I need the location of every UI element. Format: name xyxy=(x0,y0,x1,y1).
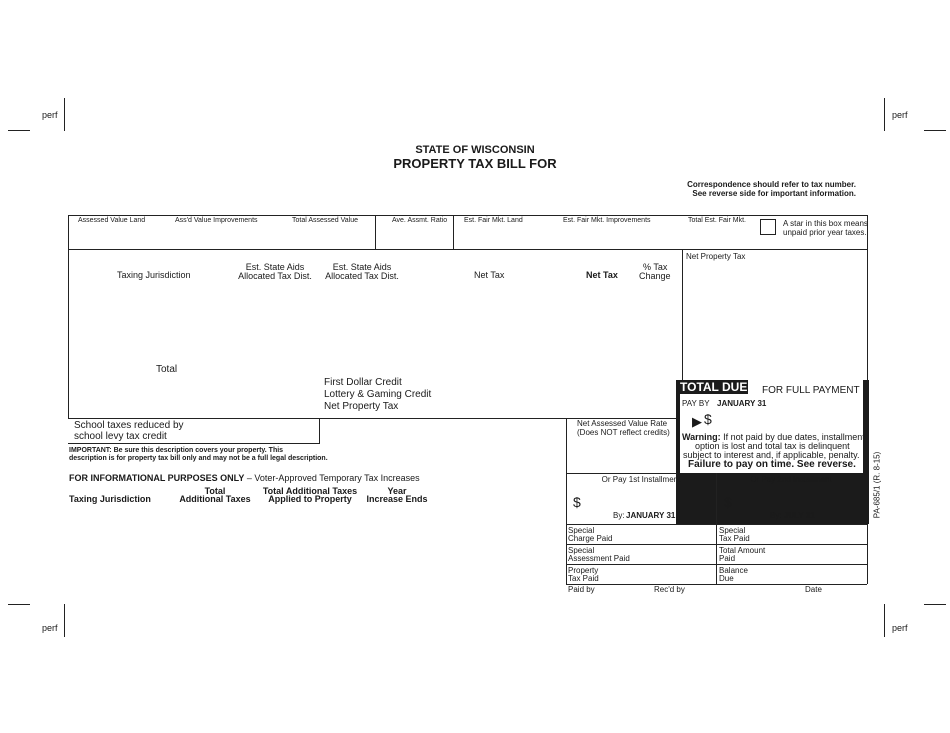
assessed-land-label: Assessed Value Land xyxy=(78,217,146,224)
special-charge-line2: Charge Paid xyxy=(568,534,613,543)
est-fair-improvements-label: Est. Fair Mkt. Improvements xyxy=(563,217,651,224)
est-aids-2-line1: Est. State Aids xyxy=(332,262,392,272)
crop-mark xyxy=(884,604,885,637)
net-tax-header-2: Net Tax xyxy=(586,270,618,280)
first-installment-date: JANUARY 31 xyxy=(626,511,676,520)
pct-change-line1: % Tax xyxy=(643,262,668,272)
grid-line xyxy=(566,544,867,545)
first-by-label: By: xyxy=(613,511,625,520)
pay-by-date: JANUARY 31 xyxy=(717,399,767,408)
net-rate-line1: Net Assessed Value Rate xyxy=(577,419,668,428)
page-title: PROPERTY TAX BILL FOR xyxy=(393,156,557,171)
for-full-payment-label: FOR FULL PAYMENT xyxy=(762,385,860,396)
correspondence-note: Correspondence should refer to tax number. xyxy=(687,180,856,189)
special-tax-line2: Tax Paid xyxy=(719,534,750,543)
star-note-line2: unpaid prior year taxes. xyxy=(783,228,867,237)
net-tax-header-1: Net Tax xyxy=(474,270,505,280)
play-triangle-icon: ▶ xyxy=(692,414,702,429)
grid-line xyxy=(68,215,69,418)
warning-label: Warning: xyxy=(682,432,721,442)
info-title xyxy=(69,473,420,483)
info-col-year-1: Year xyxy=(387,486,407,496)
grid-line xyxy=(566,564,867,565)
info-col-jurisdiction: Taxing Jurisdiction xyxy=(69,494,151,504)
perf-label-tr: perf xyxy=(892,110,908,120)
perf-label-tl: perf xyxy=(42,110,58,120)
info-col-applied-1: Total Additional Taxes xyxy=(262,486,358,496)
failure-to-pay: Failure to pay on time. See reverse. xyxy=(688,459,856,470)
total-due-dollar: $ xyxy=(704,411,712,427)
grid-line xyxy=(375,215,376,249)
reverse-side-note: See reverse side for important information. xyxy=(692,189,856,198)
recd-by-label: Rec'd by xyxy=(654,585,685,594)
important-note-line2: description is for property tax bill only and may not be a full legal description. xyxy=(69,455,328,462)
grid-line xyxy=(682,249,683,380)
est-fair-land-label: Est. Fair Mkt. Land xyxy=(464,217,523,224)
grid-line xyxy=(867,215,868,380)
grid-line xyxy=(68,249,868,250)
first-installment-dollar: $ xyxy=(573,494,581,510)
total-amount-line1: Total Amount xyxy=(719,546,766,555)
school-taxes-line2: school levy tax credit xyxy=(74,431,167,442)
perf-label-bl: perf xyxy=(42,623,58,633)
grid-line xyxy=(68,215,868,216)
net-property-tax-header: Net Property Tax xyxy=(686,252,746,261)
balance-due-line2: Due xyxy=(719,574,734,583)
date-label: Date xyxy=(805,585,822,594)
property-tax-line2: Tax Paid xyxy=(568,574,599,583)
prior-year-star-checkbox[interactable] xyxy=(760,219,776,235)
warning-line2: option is lost and total tax is delinquent xyxy=(695,441,850,451)
state-heading: STATE OF WISCONSIN xyxy=(415,144,535,156)
lottery-gaming-credit-label: Lottery & Gaming Credit xyxy=(324,389,432,400)
pct-change-line2: Change xyxy=(639,271,671,281)
balance-due-line1: Balance xyxy=(719,566,748,575)
grid-line xyxy=(566,473,567,584)
est-aids-1-line1: Est. State Aids xyxy=(245,262,305,272)
net-rate-line2: (Does NOT reflect credits) xyxy=(577,428,670,437)
total-due-label: TOTAL DUE xyxy=(680,380,748,394)
info-col-total-1: Total xyxy=(204,486,226,496)
total-label: Total xyxy=(156,364,178,375)
special-assessment-line1: Special xyxy=(568,546,595,555)
grid-line xyxy=(716,473,717,584)
second-installment-label: Or Pay 2nd Installment xyxy=(750,475,832,484)
form-id: PA-685/1 (R. 8-15) xyxy=(872,451,882,519)
net-property-tax-line: Net Property Tax xyxy=(324,401,399,412)
est-aids-2-line2: Allocated Tax Dist. xyxy=(325,271,399,281)
perf-label-br: perf xyxy=(892,623,908,633)
grid-line xyxy=(566,473,677,474)
crop-mark xyxy=(884,98,885,131)
second-by-label: By: xyxy=(770,511,782,520)
crop-mark xyxy=(8,604,30,605)
first-dollar-credit-label: First Dollar Credit xyxy=(324,377,402,388)
grid-line xyxy=(867,524,868,584)
assd-improvements-label: Ass'd Value Improvements xyxy=(175,217,258,224)
grid-line xyxy=(453,215,454,249)
property-tax-line1: Property xyxy=(568,566,599,575)
info-col-applied-2: Applied to Property xyxy=(268,494,352,504)
crop-mark xyxy=(924,130,946,131)
second-installment-date: JULY 31 xyxy=(784,511,815,520)
est-aids-1-line2: Allocated Tax Dist. xyxy=(238,271,312,281)
info-title-bold: FOR INFORMATIONAL PURPOSES ONLY xyxy=(69,473,245,483)
info-col-total-2: Additional Taxes xyxy=(179,494,251,504)
total-est-fair-label: Total Est. Fair Mkt. xyxy=(688,217,746,224)
crop-mark xyxy=(8,130,30,131)
crop-mark xyxy=(64,604,65,637)
crop-mark xyxy=(64,98,65,131)
special-tax-line1: Special xyxy=(719,526,746,535)
pay-by-label: PAY BY xyxy=(682,399,710,408)
star-note-line1: A star in this box means xyxy=(783,219,868,228)
second-installment-dollar: $ xyxy=(724,494,732,510)
important-note-line1: IMPORTANT: Be sure this description covers your property. This xyxy=(69,447,284,454)
first-installment-label: Or Pay 1st Installment xyxy=(601,475,681,484)
total-assessed-label: Total Assessed Value xyxy=(292,217,359,224)
info-col-year-2: Increase Ends xyxy=(366,494,428,504)
info-title-rest: – Voter-Approved Temporary Tax Increases xyxy=(244,473,420,483)
taxing-jurisdiction-header: Taxing Jurisdiction xyxy=(117,270,191,280)
grid-line xyxy=(566,418,567,473)
paid-by-label: Paid by xyxy=(568,585,595,594)
warning-text-1: If not paid by due dates, installment xyxy=(720,432,865,442)
ave-ratio-label: Ave. Assmt. Ratio xyxy=(392,217,448,224)
warning-line3: subject to interest and, if applicable, penalty. xyxy=(683,450,860,460)
grid-line xyxy=(68,443,320,444)
special-charge-line1: Special xyxy=(568,526,595,535)
special-assessment-line2: Assessment Paid xyxy=(568,554,630,563)
total-amount-line2: Paid xyxy=(719,554,736,563)
grid-line xyxy=(319,418,320,443)
crop-mark xyxy=(924,604,946,605)
school-taxes-line1: School taxes reduced by xyxy=(74,420,184,431)
